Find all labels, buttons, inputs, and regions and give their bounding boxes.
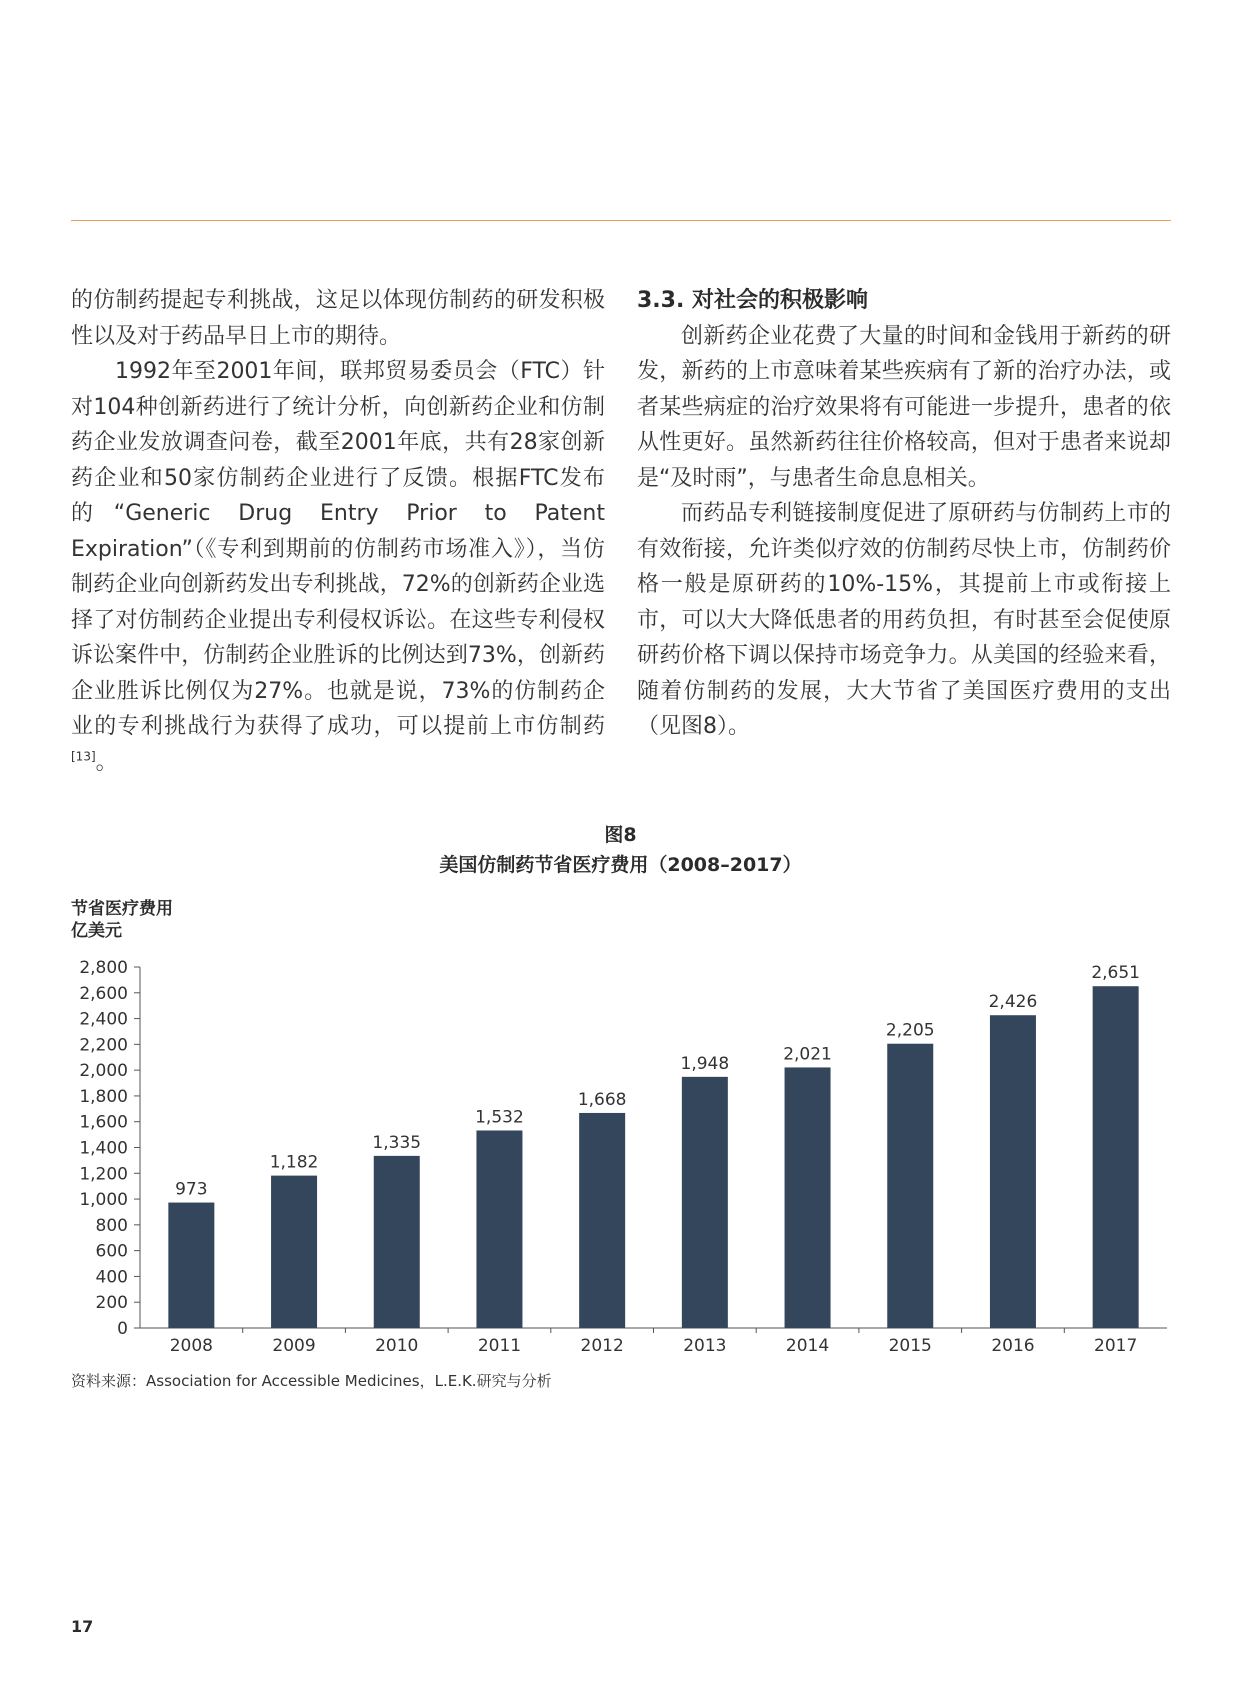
- y-tick-label: 2,600: [79, 983, 128, 1004]
- y-axis-title-line1: 节省医疗费用: [71, 899, 173, 919]
- y-tick-label: 400: [95, 1267, 128, 1288]
- bar-value-label: 1,182: [269, 1152, 319, 1173]
- x-tick-label: 2017: [1094, 1336, 1138, 1355]
- y-tick-label: 1,200: [79, 1164, 128, 1185]
- page-number: 17: [71, 1617, 94, 1636]
- bar-2010: [374, 1156, 420, 1328]
- bar-value-label: 973: [175, 1179, 208, 1200]
- header-rule: [71, 220, 1171, 221]
- section-title: 3.3. 对社会的积极影响: [637, 288, 868, 313]
- figure-title: 美国仿制药节省医疗费用（2008–2017）: [439, 854, 802, 876]
- y-axis-title-line2: 亿美元: [71, 921, 122, 941]
- y-tick-label: 2,000: [79, 1061, 128, 1082]
- figure-number: 图8: [604, 824, 637, 846]
- bar-2008: [168, 1203, 214, 1328]
- right-paragraph-2: 而药品专利链接制度促进了原研药与仿制药上市的有效衔接，允许类似疗效的仿制药尽快上市，仿制药价格一般是原研药的10%-15%，其提前上市或衔接上市，可以大大降低患者的用药负担，有时甚至会促使原研药价格下调以保持市场竞争力。从美国的经验来看，随着仿制药的发展，大大节省了美国医疗费用的支出（见图8）。: [637, 501, 1171, 739]
- bar-value-label: 1,948: [680, 1053, 730, 1074]
- y-tick-label: 0: [117, 1319, 128, 1339]
- left-paragraph-1: 的仿制药提起专利挑战，这足以体现仿制药的研发积极性以及对于药品早日上市的期待。: [71, 288, 605, 349]
- left-paragraph-2-end: 。: [95, 749, 118, 775]
- bar-value-label: 1,668: [577, 1089, 627, 1110]
- y-tick-label: 200: [95, 1293, 128, 1314]
- bar-2015: [887, 1044, 933, 1328]
- bar-chart: [60, 955, 1180, 1355]
- right-paragraph-1: 创新药企业花费了大量的时间和金钱用于新药的研发，新药的上市意味着某些疾病有了新的治疗办法，或者某些病症的治疗效果将有可能进一步提升，患者的依从性更好。虽然新药往往价格较高，但对于患者来说却是“及时雨”，与患者生命息息相关。: [637, 323, 1171, 491]
- x-tick-label: 2012: [580, 1336, 624, 1355]
- bar-2017: [1093, 986, 1139, 1328]
- x-tick-label: 2015: [888, 1336, 932, 1355]
- bar-value-label: 1,532: [475, 1107, 524, 1128]
- y-tick-label: 1,000: [79, 1190, 128, 1211]
- x-tick-label: 2011: [477, 1336, 522, 1355]
- figure-source: 资料来源：Association for Accessible Medicines，L.E.K.研究与分析: [71, 1372, 552, 1390]
- bar-2012: [579, 1113, 625, 1328]
- citation-ref[interactable]: [13]: [71, 749, 96, 764]
- bar-2009: [271, 1176, 317, 1328]
- bar-value-label: 1,335: [372, 1132, 422, 1153]
- bar-value-label: 2,651: [1091, 963, 1140, 984]
- bar-2014: [785, 1067, 831, 1328]
- bar-2011: [476, 1130, 522, 1328]
- y-tick-label: 1,400: [79, 1138, 128, 1159]
- x-tick-label: 2010: [375, 1336, 419, 1355]
- x-tick-label: 2014: [785, 1336, 830, 1355]
- y-tick-label: 2,400: [79, 1009, 128, 1030]
- y-axis-title: [71, 898, 173, 942]
- left-paragraph-2-text: 1992年至2001年间，联邦贸易委员会（FTC）针对104种创新药进行了统计分析，向创新药企业和仿制药企业发放调查问卷，截至2001年底，共有28家创新药企业和50家仿制药企业进行了反馈。根据FTC发布的“Generic Drug Entry Prior to Patent Expiration”（《专利到期前的仿制药市场准入》），当仿制药企业向创新药发出专利挑战，72%的创新药企业选择了对仿制药企业提出专利侵权诉讼。在这些专利侵权诉讼案件中，仿制药企业胜诉的比例达到73%，创新药企业胜诉比例仅为27%。也就是说，73%的仿制药企业的专利挑战行为获得了成功，可以提前上市仿制药: [71, 359, 605, 739]
- y-tick-label: 800: [95, 1215, 128, 1236]
- y-tick-label: 2,200: [79, 1035, 128, 1056]
- x-tick-label: 2008: [169, 1336, 213, 1355]
- y-tick-label: 2,800: [79, 958, 128, 978]
- left-paragraph-2: [71, 354, 605, 780]
- bar-2013: [682, 1077, 728, 1328]
- x-tick-label: 2016: [991, 1336, 1035, 1355]
- x-tick-label: 2013: [683, 1336, 727, 1355]
- y-tick-label: 1,800: [79, 1086, 128, 1107]
- bar-value-label: 2,021: [783, 1044, 832, 1065]
- bar-value-label: 2,426: [988, 992, 1038, 1013]
- y-tick-label: 600: [95, 1241, 128, 1262]
- bar-value-label: 2,205: [885, 1020, 935, 1041]
- x-tick-label: 2009: [272, 1336, 316, 1355]
- right-column: [637, 283, 1171, 745]
- left-column: [71, 283, 605, 780]
- bar-2016: [990, 1015, 1036, 1328]
- y-tick-label: 1,600: [79, 1112, 128, 1133]
